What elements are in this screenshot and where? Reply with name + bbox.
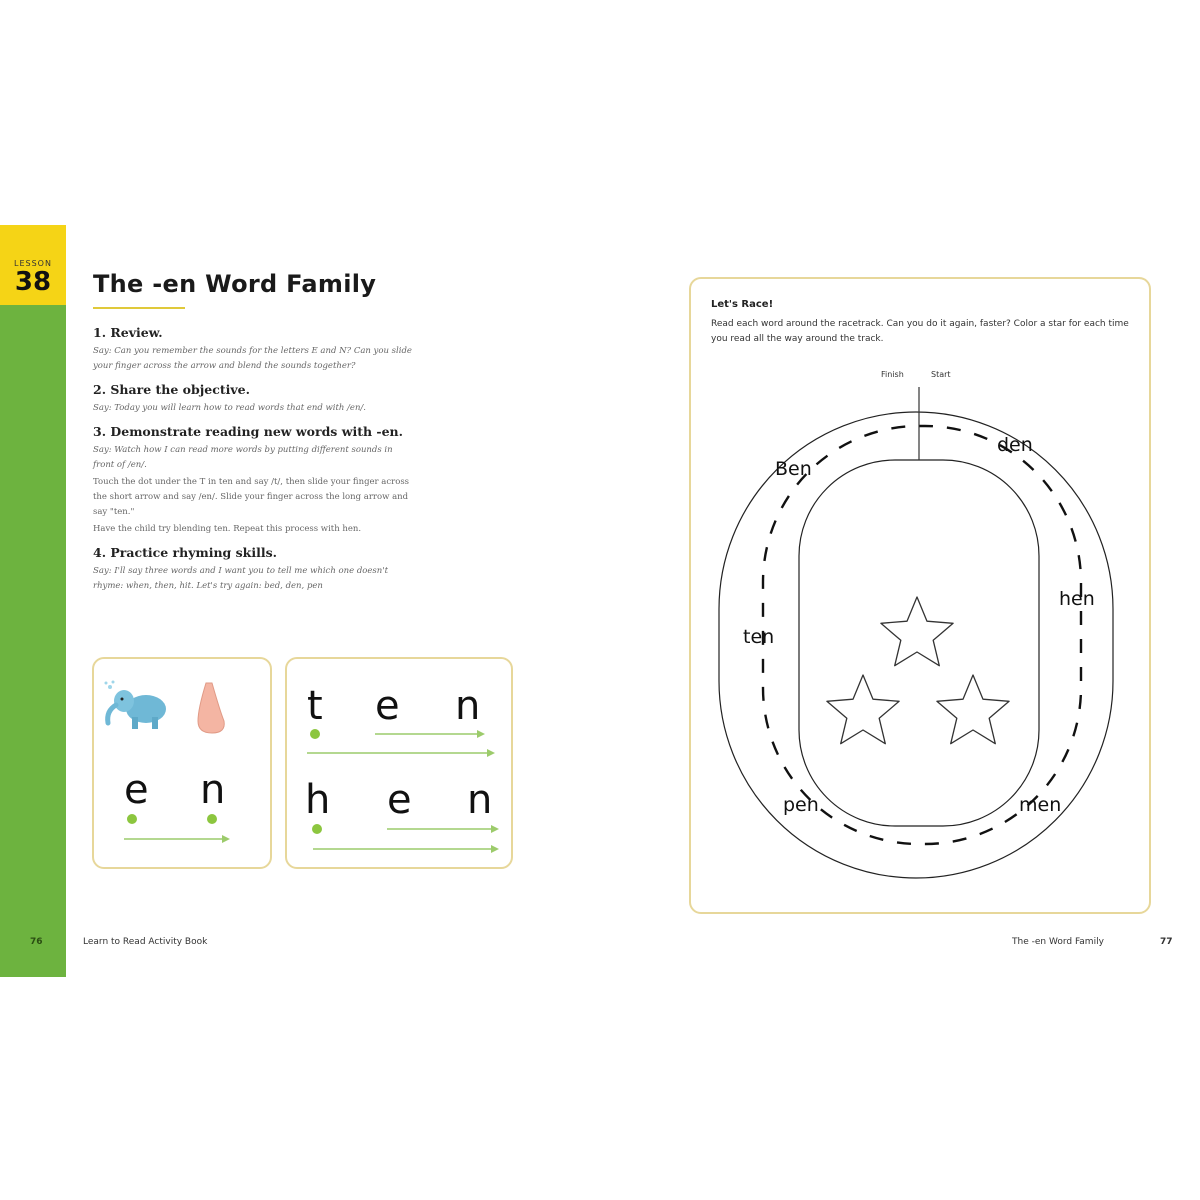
title-underline: [93, 307, 185, 309]
lesson-number: 38: [14, 267, 52, 297]
step-text: Say: Can you remember the sounds for the letters E and N? Can you slide your finger across the arrow and blend the sounds together?: [93, 346, 412, 371]
lesson-badge: [0, 225, 66, 305]
step-heading: 2. Share the objective.: [93, 382, 250, 397]
race-title: Let's Race!: [711, 299, 774, 310]
step-review: [93, 325, 413, 374]
track-word-pen: pen: [783, 794, 819, 816]
step-text: Touch the dot under the T in ten and say /t/, then slide your finger across the short arrow and say /en/. Slide your finger across the long arrow and say "ten.": [93, 477, 410, 517]
track-word-ben: Ben: [775, 458, 812, 480]
letter-t: t: [307, 683, 323, 729]
finish-label: Finish: [881, 370, 904, 379]
footer-chapter-title: The -en Word Family: [1012, 937, 1104, 947]
letter-e: e: [387, 777, 412, 823]
lesson-steps: [93, 325, 413, 602]
race-activity-card: [689, 277, 1151, 914]
sound-dot: [207, 814, 217, 824]
short-arrow: [387, 825, 499, 833]
letter-e: e: [124, 767, 149, 813]
card-ten-hen: [285, 657, 513, 869]
step-objective: [93, 382, 413, 416]
start-label: Start: [931, 370, 951, 379]
page-number-left: 76: [30, 937, 43, 947]
race-instructions: Read each word around the racetrack. Can you do it again, faster? Color a star for each time you read all the way around the track.: [711, 319, 1129, 344]
step-text: Say: Watch how I can read more words by putting different sounds in front of /en/.: [93, 445, 393, 470]
step-rhyming: [93, 545, 413, 594]
blend-arrow: [124, 835, 230, 843]
track-word-ten: ten: [743, 626, 775, 648]
elephant-icon: [105, 681, 167, 730]
step-demonstrate: [93, 424, 413, 537]
track-word-men: men: [1019, 794, 1062, 816]
racetrack: [691, 279, 1149, 912]
green-margin-strip: [0, 225, 66, 977]
lesson-label: LESSON: [14, 259, 52, 268]
track-lane-dashes: [763, 426, 1081, 844]
letter-n: n: [455, 683, 481, 729]
step-text: Say: I'll say three words and I want you to tell me which one doesn't rhyme: when, then, hit. Let's try again: bed, den, pen: [93, 566, 388, 591]
sound-dot: [310, 729, 320, 739]
track-word-den: den: [997, 434, 1033, 456]
sound-dot: [312, 824, 322, 834]
star-icon[interactable]: [937, 675, 1009, 744]
step-text: Say: Today you will learn how to read words that end with /en/.: [93, 403, 366, 413]
letter-e: e: [375, 683, 400, 729]
footer-book-title: Learn to Read Activity Book: [83, 937, 208, 947]
card-en-sounds: [92, 657, 272, 869]
track-word-hen: hen: [1059, 588, 1095, 610]
short-arrow: [375, 730, 485, 738]
long-arrow: [307, 749, 495, 757]
book-spread: [0, 225, 1200, 977]
letter-n: n: [200, 767, 226, 813]
star-icon[interactable]: [881, 597, 953, 666]
letter-n: n: [467, 777, 493, 823]
nose-icon: [198, 683, 224, 733]
star-icon[interactable]: [827, 675, 899, 744]
step-heading: 3. Demonstrate reading new words with -en.: [93, 424, 403, 439]
page-title: The -en Word Family: [93, 270, 377, 298]
sound-dot: [127, 814, 137, 824]
track-inner-edge: [799, 460, 1039, 826]
long-arrow: [313, 845, 499, 853]
step-heading: 4. Practice rhyming skills.: [93, 545, 277, 560]
page-number-right: 77: [1160, 937, 1173, 947]
step-text: Have the child try blending ten. Repeat this process with hen.: [93, 524, 362, 534]
letter-h: h: [305, 777, 331, 823]
step-heading: 1. Review.: [93, 325, 163, 340]
